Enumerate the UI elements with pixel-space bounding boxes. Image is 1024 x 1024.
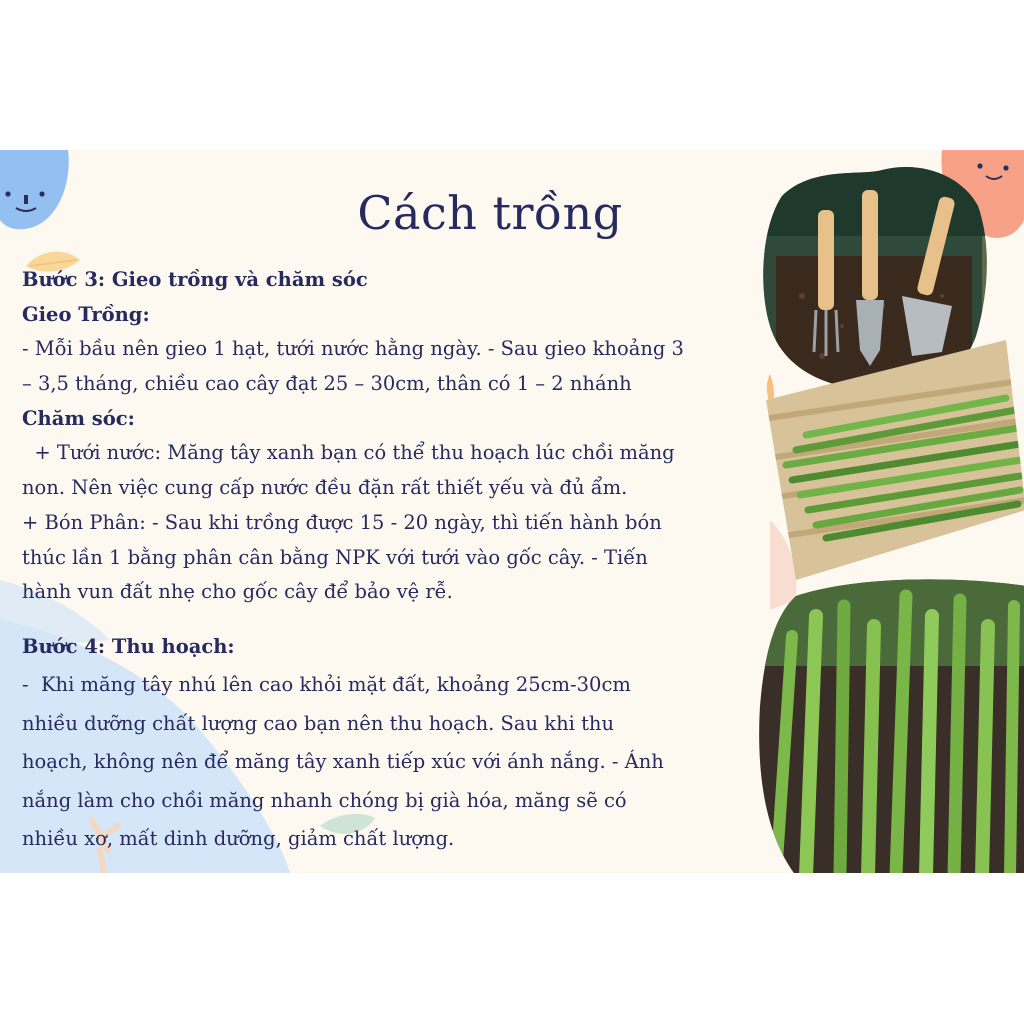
care-line: thúc lần 1 bằng phân cân bằng NPK với tưới vào gốc cây. - Tiến xyxy=(22,545,648,569)
asparagus-field-photo xyxy=(756,576,1024,873)
sowing-line: - Mỗi bầu nên gieo 1 hạt, tưới nước hằng ngày. - Sau gieo khoảng 3 xyxy=(22,337,684,361)
care-label: Chăm sóc: xyxy=(22,406,135,430)
harvest-line: nắng làm cho chồi măng nhanh chóng bị già hóa, măng sẽ có xyxy=(22,788,627,812)
sowing-label: Gieo Trồng: xyxy=(22,302,150,326)
asparagus-bundle-photo xyxy=(756,340,1024,580)
care-line: + Tưới nước: Măng tây xanh bạn có thể thu hoạch lúc chồi măng xyxy=(22,441,675,465)
instructions-text xyxy=(22,263,762,859)
harvest-line: hoạch, không nên để măng tây xanh tiếp xúc với ánh nắng. - Ánh xyxy=(22,750,664,774)
harvest-line: nhiều dưỡng chất lượng cao bạn nên thu hoạch. Sau khi thu xyxy=(22,711,615,735)
step4-heading: Bước 4: Thu hoạch: xyxy=(22,634,235,658)
page-title: Cách trồng xyxy=(357,186,623,240)
sowing-line: – 3,5 tháng, chiều cao cây đạt 25 – 30cm, thân có 1 – 2 nhánh xyxy=(22,372,632,396)
harvest-line: nhiều xơ, mất dinh dưỡng, giảm chất lượng. xyxy=(22,827,455,851)
step3-heading: Bước 3: Gieo trồng và chăm sóc xyxy=(22,268,368,291)
blue-face-blob-icon xyxy=(0,150,70,230)
harvest-line: - Khi măng tây nhú lên cao khỏi mặt đất, khoảng 25cm-30cm xyxy=(22,673,631,697)
care-line: + Bón Phân: - Sau khi trồng được 15 - 20 ngày, thì tiến hành bón xyxy=(22,510,662,534)
guide-card xyxy=(0,150,1024,873)
care-line: hành vun đất nhẹ cho gốc cây để bảo vệ rễ. xyxy=(22,580,453,604)
care-line: non. Nên việc cung cấp nước đều đặn rất thiết yếu và đủ ẩm. xyxy=(22,476,628,500)
